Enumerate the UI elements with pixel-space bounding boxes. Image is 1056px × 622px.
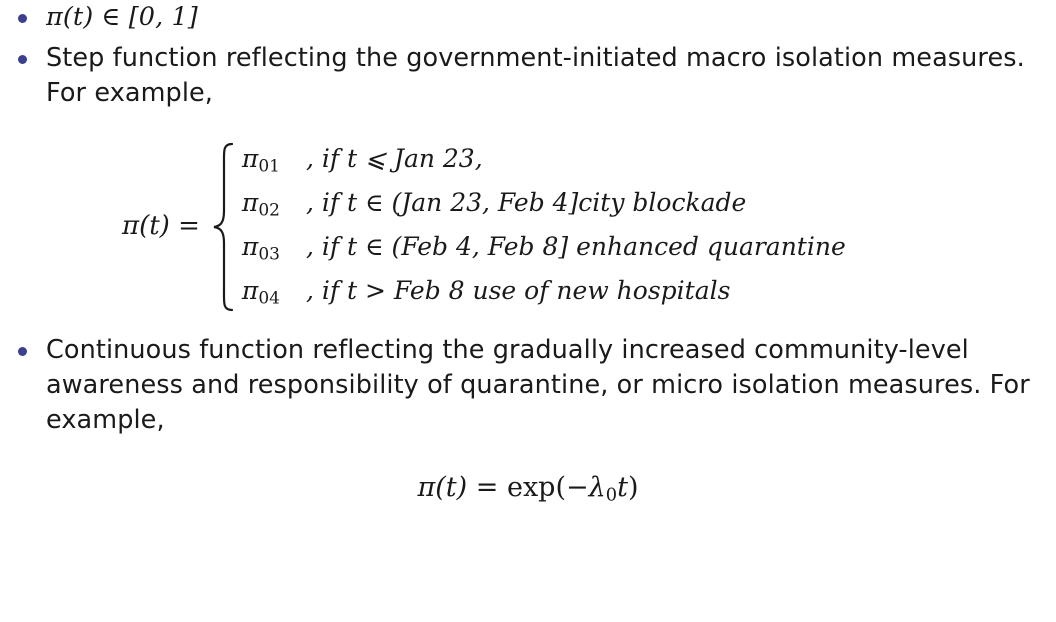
bullet-dot-icon [18, 55, 27, 64]
equation-lhs: π(t) = [417, 472, 499, 504]
left-brace-icon [210, 141, 236, 311]
case-value: $\pi_{04}$ [241, 276, 280, 309]
case-condition: , if t ∈ (Feb 4, Feb 8] enhanced quarantine [305, 232, 846, 262]
bullet-dot-icon [18, 347, 27, 356]
list-item-range [0, 0, 1056, 35]
equation-exp: exp( [506, 472, 566, 504]
bullet-text-continuous: Continuous function reflecting the gradually increased community-level awareness and responsibility of quarantine, or micro isolation measures. For example, [46, 334, 1030, 435]
equation-close-paren: ) [627, 472, 639, 504]
piecewise-equation [0, 138, 1056, 315]
piecewise-inner [122, 138, 846, 315]
equation-arg: −λ [566, 472, 606, 504]
piecewise-cases [242, 138, 846, 315]
case-row [242, 226, 846, 270]
bullet-list [0, 0, 1056, 112]
equation-subscript: 0 [605, 484, 618, 506]
list-item-continuous [0, 333, 1056, 439]
equation-var: t [617, 472, 628, 504]
case-row [242, 270, 846, 314]
case-row [242, 138, 846, 182]
case-condition: , if t ∈ (Jan 23, Feb 4]city blockade [305, 187, 747, 217]
case-value: $\pi_{01}$ [241, 143, 280, 176]
case-row [242, 182, 846, 226]
list-item-step [0, 41, 1056, 111]
bullet-dot-icon [18, 14, 27, 23]
piecewise-lhs: π(t) = [122, 211, 200, 242]
case-condition: , if t > Feb 8 use of new hospitals [305, 276, 731, 306]
case-condition: , if t ⩽ Jan 23, [305, 143, 483, 173]
display-equation [0, 472, 1056, 505]
bullet-text-step: Step function reflecting the government-initiated macro isolation measures. For example, [46, 43, 1025, 109]
bullet-list-second [0, 333, 1056, 439]
case-value: $\pi_{03}$ [241, 232, 280, 265]
bullet-text-range: π(t) ∈ [0, 1] [46, 2, 198, 32]
case-value: $\pi_{02}$ [241, 187, 280, 221]
